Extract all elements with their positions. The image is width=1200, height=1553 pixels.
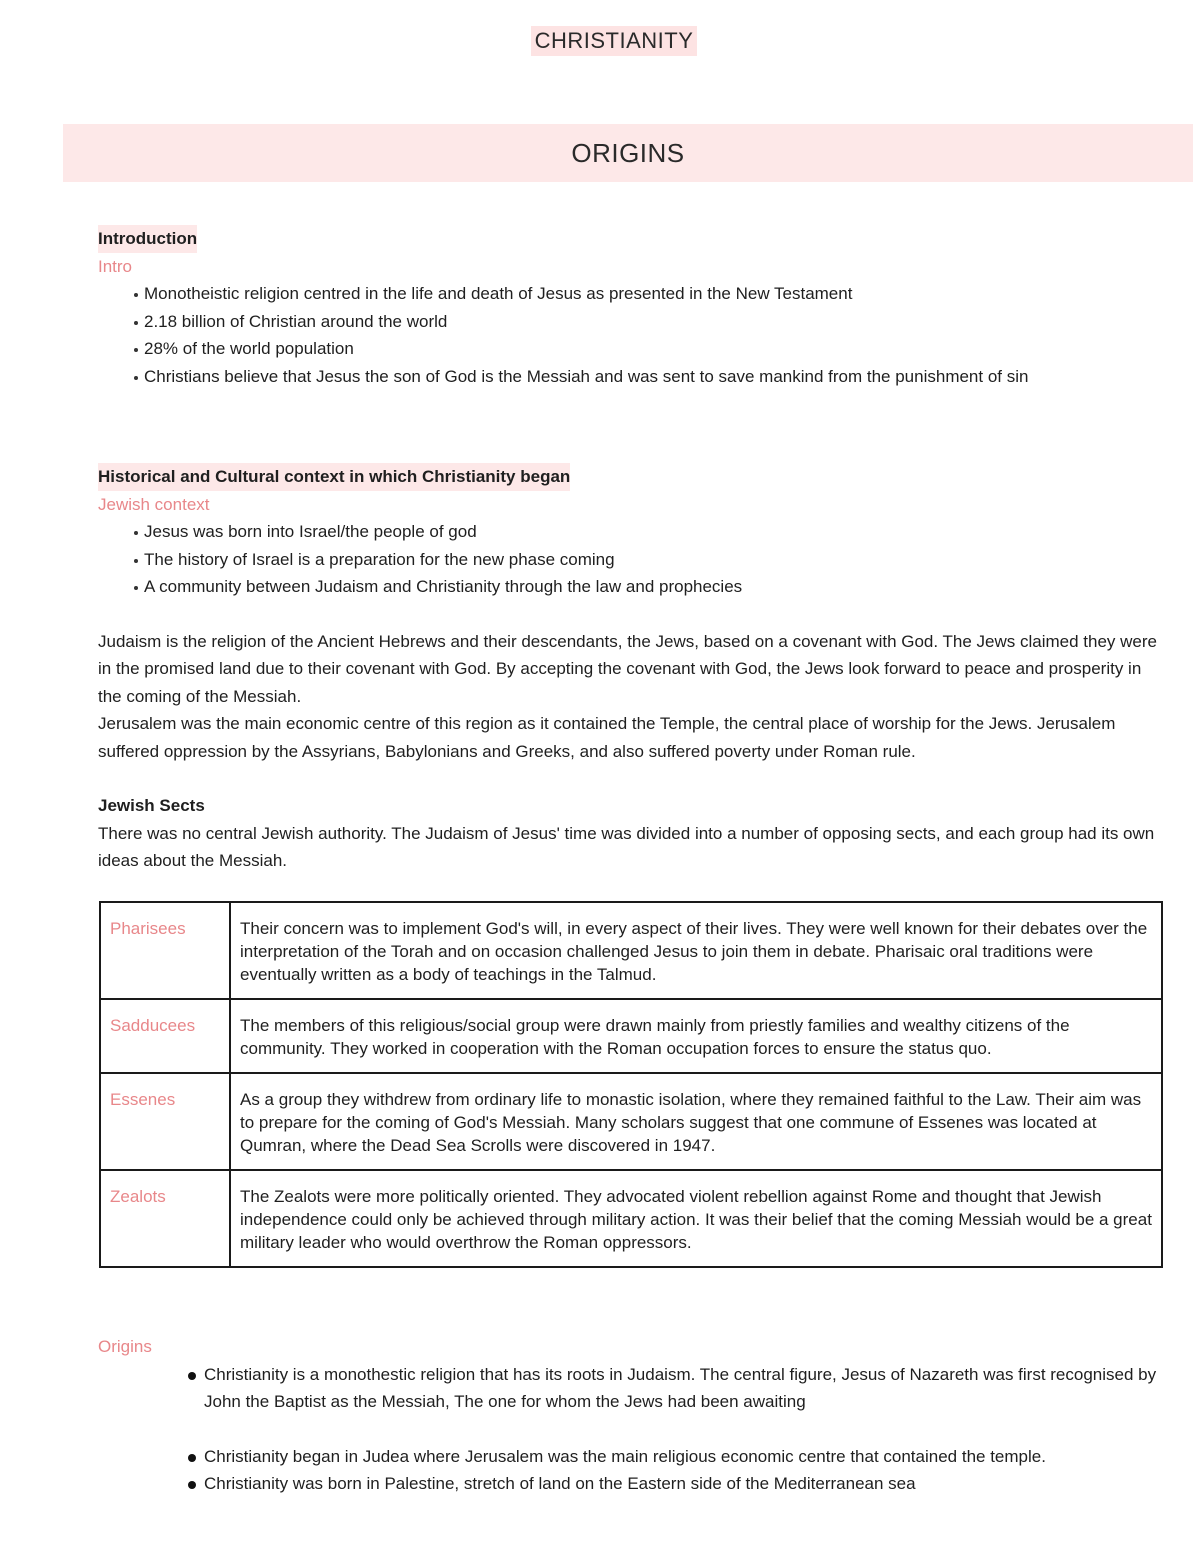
spacer <box>98 765 1158 792</box>
table-row <box>100 999 1162 1073</box>
main-content <box>98 225 1158 875</box>
jewish-sects-section <box>98 792 1158 875</box>
sect-name-cell: Essenes <box>100 1073 230 1170</box>
introduction-section <box>98 225 1158 390</box>
spacer <box>98 390 1158 463</box>
origins-bullet-list <box>98 1361 1158 1498</box>
list-item: 2.18 billion of Christian around the world <box>132 308 1158 336</box>
jerusalem-paragraph: Jerusalem was the main economic centre of this region as it contained the Temple, the central place of worship for the Jews. Jerusalem suffered oppression by the Assyrians, Babylonians and Greeks, and also suffered poverty under Roman rule. <box>98 714 1116 761</box>
table-row <box>100 1073 1162 1170</box>
list-item: A community between Judaism and Christianity through the law and prophecies <box>132 573 1158 601</box>
sect-description-cell: The members of this religious/social group were drawn mainly from priestly families and wealthy citizens of the community. They worked in cooperation with the Roman occupation forces to ensure the status quo. <box>230 999 1162 1073</box>
historical-context-heading: Historical and Cultural context in which Christianity began <box>98 463 570 491</box>
list-item: Christianity began in Judea where Jerusalem was the main religious economic centre that contained the temple. <box>204 1443 1158 1471</box>
sect-description-cell: As a group they withdrew from ordinary life to monastic isolation, where they remained faithful to the Law. Their aim was to prepare for the coming of God's Messiah. Many scholars suggest that one commune of Essenes was located at Qumran, where the Dead Sea Scrolls were discovered in 1947. <box>230 1073 1162 1170</box>
jewish-context-subheading: Jewish context <box>98 494 210 514</box>
list-item: Christianity is a monothestic religion that has its roots in Judaism. The central figure, Jesus of Nazareth was first recognised by John the Baptist as the Messiah, The one for whom the Jews had been awaiting <box>204 1361 1158 1416</box>
spacer <box>98 601 1158 628</box>
list-item: Monotheistic religion centred in the life and death of Jesus as presented in the New Testament <box>132 280 1158 308</box>
intro-subheading: Intro <box>98 256 133 276</box>
introduction-heading: Introduction <box>98 225 197 253</box>
page-title: CHRISTIANITY <box>531 26 698 56</box>
origins-section <box>98 1333 1158 1498</box>
list-item: Christianity was born in Palestine, stretch of land on the Eastern side of the Mediterranean sea <box>204 1470 1158 1498</box>
historical-context-section <box>98 463 1158 765</box>
jewish-sects-heading: Jewish Sects <box>98 796 205 815</box>
table-row <box>100 1170 1162 1267</box>
origins-subheading: Origins <box>98 1337 152 1356</box>
intro-bullet-list <box>98 280 1158 390</box>
sect-description-cell: Their concern was to implement God's will, in every aspect of their lives. They were well known for their debates over the interpretation of the Torah and on occasion challenged Jesus to join them in debate. Pharisaic oral traditions were eventually written as a body of teachings in the Talmud. <box>230 902 1162 999</box>
jewish-context-bullet-list <box>98 518 1158 601</box>
page-title-container <box>0 26 1200 56</box>
list-item: 28% of the world population <box>132 335 1158 363</box>
sect-name-cell: Sadducees <box>100 999 230 1073</box>
sect-name-cell: Pharisees <box>100 902 230 999</box>
jewish-sects-intro: There was no central Jewish authority. The Judaism of Jesus' time was divided into a number of opposing sects, and each group had its own ideas about the Messiah. <box>98 823 1155 870</box>
judaism-paragraph: Judaism is the religion of the Ancient Hebrews and their descendants, the Jews, based on a covenant with God. The Jews claimed they were in the promised land due to their covenant with God. By accepting the covenant with God, the Jews look forward to peace and prosperity in the coming of the Messiah. <box>98 631 1157 706</box>
list-item: The history of Israel is a preparation for the new phase coming <box>132 546 1158 574</box>
table-row <box>100 902 1162 999</box>
section-banner: ORIGINS <box>63 124 1193 182</box>
sect-name-cell: Zealots <box>100 1170 230 1267</box>
sect-description-cell: The Zealots were more politically oriented. They advocated violent rebellion against Rome and thought that Jewish independence could only be achieved through military action. It was their belief that the coming Messiah would be a great military leader who would overthrow the Roman oppressors. <box>230 1170 1162 1267</box>
list-item: Christians believe that Jesus the son of God is the Messiah and was sent to save mankind from the punishment of sin <box>132 363 1158 391</box>
jewish-sects-table <box>99 901 1163 1268</box>
list-item: Jesus was born into Israel/the people of god <box>132 518 1158 546</box>
